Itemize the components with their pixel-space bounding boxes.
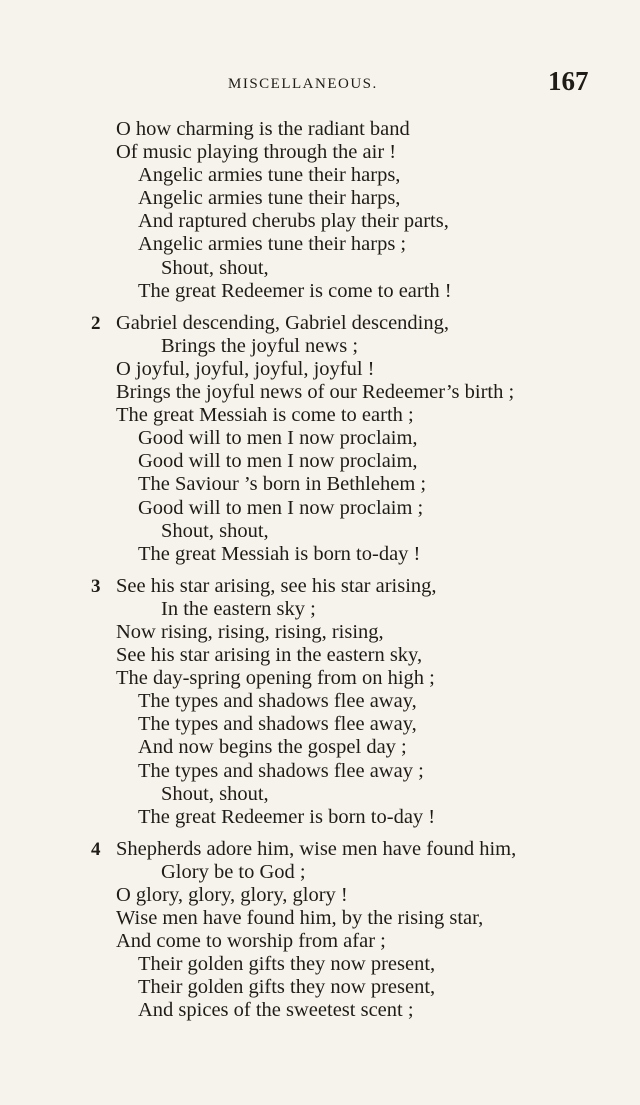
verse-line xyxy=(0,358,640,381)
verse-line-text: Glory be to God ; xyxy=(161,860,306,883)
verse-line xyxy=(0,312,640,335)
verse-line xyxy=(0,404,640,427)
verse-line-text: Good will to men I now proclaim ; xyxy=(138,496,424,519)
verse-line-text: See his star arising in the eastern sky, xyxy=(116,644,423,667)
verse-line-text: Good will to men I now proclaim, xyxy=(138,450,418,473)
verse-line xyxy=(0,210,640,233)
verse-line xyxy=(0,999,640,1022)
verse-line xyxy=(0,164,640,187)
verse-line xyxy=(0,644,640,667)
stanza-gap xyxy=(0,303,640,312)
verse-line-text: Shout, shout, xyxy=(161,519,269,542)
verse-line xyxy=(0,520,640,543)
verse-line-text: Wise men have found him, by the rising star, xyxy=(116,907,484,930)
verse-line-text: Angelic armies tune their harps ; xyxy=(138,233,407,256)
verse-line-text: The types and shadows flee away, xyxy=(138,713,417,736)
verse-line-text: Their golden gifts they now present, xyxy=(138,953,436,976)
verse-line xyxy=(0,760,640,783)
verse-line-text: And raptured cherubs play their parts, xyxy=(138,210,449,233)
verse-line-text: The day-spring opening from on high ; xyxy=(116,667,435,690)
verse-line-text: The great Redeemer is born to-day ! xyxy=(138,805,436,828)
verse-line xyxy=(0,543,640,566)
hymn-text xyxy=(0,118,640,1023)
page-number: 167 xyxy=(548,66,589,96)
stanza-number: 4 xyxy=(91,838,101,860)
verse-line xyxy=(0,233,640,256)
verse-line xyxy=(0,783,640,806)
verse-line-text: The types and shadows flee away, xyxy=(138,690,417,713)
stanza-4 xyxy=(0,838,640,1023)
verse-line-text: Of music playing through the air ! xyxy=(116,141,397,164)
verse-line xyxy=(0,713,640,736)
verse-line xyxy=(0,806,640,829)
verse-line-text: And spices of the sweetest scent ; xyxy=(138,999,414,1022)
verse-line-text: And now begins the gospel day ; xyxy=(138,736,407,759)
verse-line xyxy=(0,690,640,713)
verse-line xyxy=(0,497,640,520)
verse-line xyxy=(0,621,640,644)
verse-line xyxy=(0,187,640,210)
verse-line xyxy=(0,575,640,598)
verse-line xyxy=(0,450,640,473)
verse-line xyxy=(0,381,640,404)
verse-line-text: Now rising, rising, rising, rising, xyxy=(116,620,384,643)
verse-line-text: The great Redeemer is come to earth ! xyxy=(138,279,452,302)
verse-line xyxy=(0,861,640,884)
verse-line-text: Angelic armies tune their harps, xyxy=(138,164,401,187)
stanza-gap xyxy=(0,566,640,575)
verse-line xyxy=(0,118,640,141)
verse-line-text: Good will to men I now proclaim, xyxy=(138,427,418,450)
verse-line-text: The types and shadows flee away ; xyxy=(138,759,424,782)
stanza-number: 3 xyxy=(91,575,101,597)
verse-line xyxy=(0,280,640,303)
verse-line-text: See his star arising, see his star arising, xyxy=(116,574,437,597)
verse-line-text: Brings the joyful news of our Redeemer’s birth ; xyxy=(116,381,515,404)
verse-line-text: Shout, shout, xyxy=(161,256,269,279)
verse-line xyxy=(0,930,640,953)
running-head: MISCELLANEOUS. xyxy=(228,76,378,92)
verse-line-text: Shout, shout, xyxy=(161,782,269,805)
verse-line xyxy=(0,473,640,496)
verse-line xyxy=(0,953,640,976)
verse-line-text: Gabriel descending, Gabriel descending, xyxy=(116,311,450,334)
verse-line-text: O glory, glory, glory, glory ! xyxy=(116,884,348,906)
verse-line xyxy=(0,736,640,759)
verse-line-text: O joyful, joyful, joyful, joyful ! xyxy=(116,357,375,380)
verse-line xyxy=(0,884,640,907)
stanza-2 xyxy=(0,312,640,566)
stanza-number: 2 xyxy=(91,312,101,334)
verse-line xyxy=(0,598,640,621)
verse-line-text: O how charming is the radiant band xyxy=(116,118,410,140)
stanza-gap xyxy=(0,829,640,838)
verse-line xyxy=(0,907,640,930)
verse-line-text: Angelic armies tune their harps, xyxy=(138,187,401,210)
verse-line-text: The great Messiah is come to earth ; xyxy=(116,404,414,427)
verse-line xyxy=(0,335,640,358)
verse-line-text: And come to worship from afar ; xyxy=(116,930,386,953)
verse-line xyxy=(0,838,640,861)
verse-line-text: Their golden gifts they now present, xyxy=(138,976,436,999)
verse-line xyxy=(0,141,640,164)
verse-line-text: The Saviour ’s born in Bethlehem ; xyxy=(138,473,427,496)
verse-line-text: In the eastern sky ; xyxy=(161,597,316,620)
verse-line-text: The great Messiah is born to-day ! xyxy=(138,542,421,565)
stanza-3 xyxy=(0,575,640,829)
verse-line xyxy=(0,667,640,690)
verse-line-text: Brings the joyful news ; xyxy=(161,334,359,357)
stanza-1 xyxy=(0,118,640,303)
verse-line xyxy=(0,427,640,450)
verse-line xyxy=(0,257,640,280)
verse-line xyxy=(0,976,640,999)
verse-line-text: Shepherds adore him, wise men have found him, xyxy=(116,837,517,860)
